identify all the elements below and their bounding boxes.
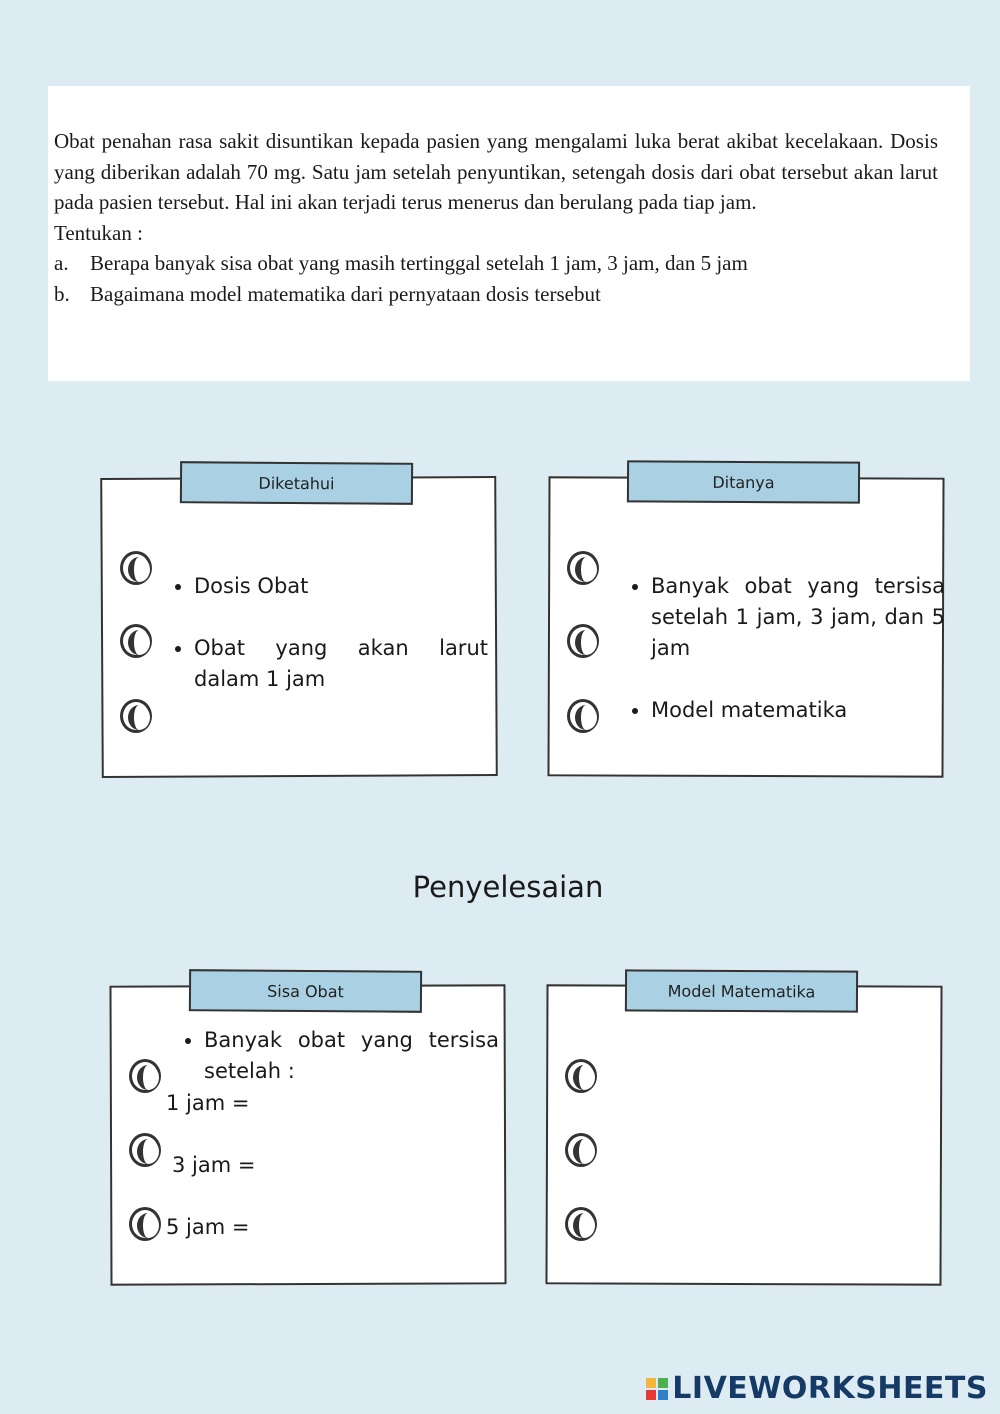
radio-option-1[interactable] — [565, 1059, 597, 1093]
radio-option-3[interactable] — [565, 1207, 597, 1241]
problem-paragraph: Obat penahan rasa sakit disuntikan kepada pasien yang mengalami luka berat akibat kecelakaan. Dosis yang diberikan adalah 70 mg. Satu jam setelah penyuntikan, setengah dosis dari obat tersebut akan larut pada pasien tersebut. Hal ini akan terjadi terus menerus dan berulang pada tiap jam. — [54, 129, 938, 214]
ditanya-list — [623, 571, 945, 726]
card-model-matematika — [545, 984, 942, 1285]
radio-option-1[interactable] — [129, 1059, 161, 1093]
radio-option-2[interactable] — [565, 1133, 597, 1167]
radio-option-2[interactable] — [120, 624, 152, 658]
radio-option-3[interactable] — [567, 699, 599, 733]
sisa-line-1: 1 jam = — [166, 1091, 250, 1115]
list-item: • Dosis Obat — [194, 571, 488, 602]
question-text: Berapa banyak sisa obat yang masih tertinggal setelah 1 jam, 3 jam, dan 5 jam — [90, 251, 748, 275]
question-label: b. — [54, 281, 70, 306]
logo-square — [646, 1390, 656, 1400]
sisa-line-5: 5 jam = — [166, 1215, 250, 1239]
radio-option-3[interactable] — [120, 699, 152, 733]
question-text: Bagaimana model matematika dari pernyataan dosis tersebut — [90, 281, 601, 306]
problem-instruction: Tentukan : — [54, 220, 143, 245]
radio-option-3[interactable] — [129, 1207, 161, 1241]
logo-square — [658, 1390, 668, 1400]
liveworksheets-logo — [646, 1371, 988, 1406]
question-a — [54, 248, 938, 279]
list-item: • Model matematika — [651, 695, 945, 726]
card-sisa-obat-title: Sisa Obat — [189, 969, 422, 1013]
list-item: • Obat yang akan larut dalam 1 jam — [194, 633, 488, 695]
list-item: • Banyak obat yang tersisa setelah : — [204, 1025, 499, 1087]
logo-text: LIVEWORKSHEETS — [672, 1371, 988, 1406]
radio-option-1[interactable] — [120, 551, 152, 585]
sisa-line-3: 3 jam = — [172, 1153, 256, 1177]
radio-option-1[interactable] — [567, 551, 599, 585]
section-title: Penyelesaian — [412, 870, 604, 904]
problem-statement — [48, 86, 970, 381]
diketahui-list — [166, 571, 488, 695]
card-diketahui-title: Diketahui — [180, 461, 413, 505]
card-model-matematika-title: Model Matematika — [625, 969, 858, 1012]
list-item: • Banyak obat yang tersisa setelah 1 jam, 3 jam, dan 5 jam — [651, 571, 945, 664]
logo-square — [658, 1378, 668, 1388]
radio-option-2[interactable] — [129, 1133, 161, 1167]
radio-option-2[interactable] — [567, 624, 599, 658]
logo-square — [646, 1378, 656, 1388]
question-label: a. — [54, 251, 69, 275]
sisa-obat-list — [176, 1025, 499, 1087]
question-b — [54, 279, 938, 310]
card-ditanya-title: Ditanya — [627, 460, 860, 503]
logo-grid-icon — [646, 1378, 668, 1400]
